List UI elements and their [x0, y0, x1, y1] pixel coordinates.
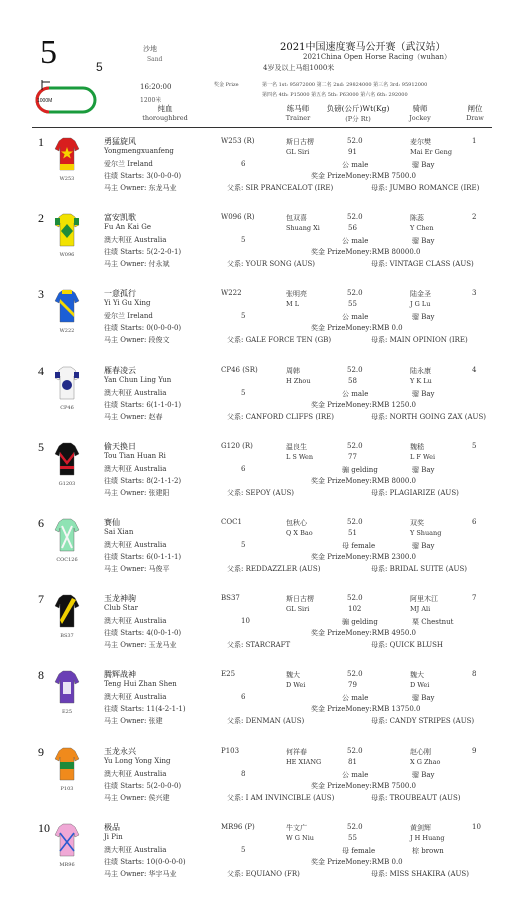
sire: 父系: REDDAZZLER (AUS) — [227, 565, 321, 573]
sire: 父系: STARCRAFT — [227, 641, 291, 650]
horse-origin: 澳大利亚 Australia — [104, 617, 167, 626]
horse-color: 骝 Bay — [412, 389, 435, 398]
jockey-name-cn: 陆永康 — [410, 366, 431, 375]
horse-code: BS37 — [60, 633, 74, 640]
horse-rating: G120 (R) — [221, 441, 253, 450]
horse-sex: 公 male — [342, 770, 369, 779]
horse-sex: 骟 gelding — [342, 618, 378, 627]
jockey-name-cn: 赵心刚 — [410, 747, 431, 756]
jockey-name-en: D Wei — [410, 681, 430, 690]
horse-record: 往绩 Starts: 0(0-0-0-0) — [104, 324, 182, 333]
entry-row — [0, 516, 517, 590]
horse-sex: 公 male — [342, 161, 369, 169]
dam: 母系: MAIN OPINION (IRE) — [371, 336, 468, 345]
surface-en: Sand — [147, 56, 163, 63]
trainer-name-cn: 牛文广 — [286, 823, 307, 832]
jockey-name-en: Y Chen — [410, 224, 434, 233]
jockey-name-cn: 双奖 — [410, 519, 424, 527]
col-draw-en: Draw — [466, 114, 484, 122]
horse-rating: COC1 — [221, 518, 242, 526]
carried-weight: 52.0 — [347, 746, 363, 755]
horse-color: 骝 Bay — [412, 770, 435, 779]
horse-name-cn: 极品 — [104, 822, 120, 832]
rating-points: 55 — [348, 300, 357, 309]
col-trainer-cn: 练马师 — [286, 104, 310, 113]
jockey-name-en: J G Lu — [410, 300, 431, 309]
horse-age: 6 — [241, 693, 246, 702]
horse-origin: 澳大利亚 Australia — [104, 693, 167, 702]
horse-age: 5 — [241, 236, 246, 245]
prize-money: 奖金 PrizeMoney:RMB 13750.0 — [311, 705, 421, 714]
horse-owner: 马主 Owner: 张建 — [104, 717, 163, 726]
draw-number: 9 — [472, 746, 477, 755]
dam: 母系: TROUBEAUT (AUS) — [371, 793, 461, 802]
horse-code: W222 — [59, 328, 75, 335]
entry-row — [0, 211, 517, 285]
carried-weight: 52.0 — [347, 137, 363, 145]
sire: 父系: SEPOY (AUS) — [227, 488, 294, 497]
horse-age: 10 — [241, 617, 250, 626]
horse-owner: 马主 Owner: 马俊平 — [104, 565, 170, 573]
sire: 父系: DENMAN (AUS) — [227, 717, 305, 726]
draw-number: 3 — [472, 289, 477, 298]
horse-sex: 母 female — [342, 846, 376, 855]
horse-color: 骝 Bay — [412, 542, 435, 550]
trainer-name-cn: 温良生 — [286, 442, 307, 451]
horse-rating: W253 (R) — [221, 137, 255, 145]
horse-code: COC126 — [56, 557, 78, 563]
col-jockey-cn: 骑师 — [412, 104, 428, 113]
horse-rating: BS37 — [221, 594, 240, 603]
racing-silk-icon — [54, 289, 80, 323]
horse-age: 8 — [241, 769, 246, 778]
horse-color: 骝 Bay — [412, 161, 435, 169]
race-title-cn: 2021中国速度赛马公开赛（武汉站） — [280, 42, 446, 53]
sire: 父系: I AM INVINCIBLE (AUS) — [227, 793, 335, 802]
horse-owner: 马主 Owner: 玉龙马业 — [104, 641, 177, 650]
horse-age: 6 — [241, 464, 246, 473]
trainer-name-cn: 包双喜 — [286, 214, 307, 223]
horse-owner: 马主 Owner: 侯兴建 — [104, 793, 170, 802]
horse-color: 棕 brown — [412, 846, 444, 855]
entry-number: 8 — [38, 668, 44, 683]
horse-name-cn: 偷天换日 — [104, 441, 136, 451]
prize-money: 奖金 PrizeMoney:RMB 0.0 — [311, 324, 403, 333]
horse-rating: E25 — [221, 670, 236, 679]
horse-sex: 公 male — [342, 389, 369, 398]
horse-color: 骝 Bay — [412, 465, 435, 474]
entry-number: 9 — [38, 744, 44, 759]
horse-name-cn: 赛仙 — [104, 518, 120, 527]
rating-points: 58 — [348, 376, 357, 385]
horse-rating: W096 (R) — [221, 213, 255, 222]
jockey-name-en: Y K Lu — [410, 376, 432, 385]
trainer-name-cn: 魏大 — [286, 671, 300, 680]
trainer-name-en: Shuang Xi — [286, 224, 320, 233]
entry-number: 5 — [38, 439, 44, 454]
jockey-name-en: Mai Er Geng — [410, 148, 452, 156]
trainer-name-en: H Zhou — [286, 376, 311, 385]
prize-money: 奖金 PrizeMoney:RMB 2300.0 — [311, 553, 416, 561]
horse-code: W096 — [59, 252, 75, 259]
horse-name-en: Yongmengxuanfeng — [104, 147, 174, 155]
sire: 父系: CANFORD CLIFFS (IRE) — [227, 412, 334, 421]
trainer-name-en: GL Siri — [286, 148, 310, 156]
horse-code: CP46 — [60, 404, 74, 411]
prize-money: 奖金 PrizeMoney:RMB 7500.0 — [311, 781, 416, 790]
horse-name-cn: 腾辉战神 — [104, 670, 136, 680]
entry-number: 3 — [38, 287, 44, 302]
horse-age: 6 — [241, 160, 246, 168]
dam: 母系: VINTAGE CLASS (AUS) — [371, 260, 474, 269]
draw-number: 1 — [472, 137, 477, 145]
carried-weight: 52.0 — [347, 518, 363, 526]
horse-age: 5 — [241, 845, 246, 854]
entry-row — [0, 592, 517, 666]
jockey-name-en: Y Shuang — [410, 529, 442, 537]
trainer-name-cn: 周韩 — [286, 366, 300, 375]
horse-origin: 爱尔兰 Ireland — [104, 312, 153, 321]
entry-row — [0, 668, 517, 742]
col-draw-cn: 闸位 — [467, 104, 483, 113]
horse-name-cn: 一意孤行 — [104, 289, 136, 299]
horse-color: 骝 Bay — [412, 313, 435, 322]
race-condition: 4岁及以上马组1000米 — [263, 64, 335, 72]
racing-silk-icon — [54, 137, 80, 171]
horse-sex: 公 male — [342, 694, 369, 703]
jockey-name-en: MJ Ali — [410, 605, 431, 614]
racing-silk-icon — [54, 366, 80, 400]
horse-name-en: Tou Tian Huan Ri — [104, 451, 166, 460]
prize-money: 奖金 PrizeMoney:RMB 0.0 — [311, 857, 403, 866]
entry-number: 2 — [38, 211, 44, 226]
entry-row — [0, 287, 517, 361]
dam: 母系: PLAGIARIZE (AUS) — [371, 488, 459, 497]
carried-weight: 52.0 — [347, 822, 363, 831]
horse-name-cn: 勇猛旋风 — [104, 137, 136, 146]
col-weight-en: (P分 Rt) — [345, 115, 371, 123]
horse-age: 5 — [241, 312, 246, 321]
horse-owner: 马主 Owner: 付永斌 — [104, 260, 170, 269]
horse-name-en: Club Star — [104, 604, 138, 613]
draw-number: 2 — [472, 213, 477, 222]
horse-code: MR96 — [59, 861, 75, 868]
horse-age: 5 — [241, 388, 246, 397]
horse-origin: 澳大利亚 Australia — [104, 769, 167, 778]
col-jockey-en: Jockey — [409, 114, 431, 122]
entry-number: 10 — [38, 820, 50, 835]
racing-silk-icon — [54, 747, 80, 781]
draw-number: 5 — [472, 441, 477, 450]
trainer-name-cn: 张明亮 — [286, 290, 307, 299]
rating-points: 79 — [348, 681, 357, 690]
track-diagram — [34, 78, 100, 118]
jockey-name-cn: 陈蕊 — [410, 214, 424, 223]
trainer-name-en: M L — [286, 300, 300, 309]
trainer-name-en: W G Niu — [286, 833, 314, 842]
horse-owner: 马主 Owner: 华宇马业 — [104, 869, 177, 878]
prize-money: 奖金 PrizeMoney:RMB 1250.0 — [311, 400, 416, 409]
racing-silk-icon — [54, 442, 80, 476]
col-breed-en: thoroughbred — [142, 114, 188, 122]
entry-number: 4 — [38, 363, 44, 378]
prize-label: 奖金 Prize — [214, 82, 239, 88]
entry-number: 7 — [38, 592, 44, 607]
col-trainer-en: Trainer — [285, 114, 311, 122]
entry-row — [0, 364, 517, 438]
racing-silk-icon — [54, 518, 80, 552]
horse-sex: 公 male — [342, 313, 369, 322]
jockey-name-cn: 魏嵇 — [410, 442, 424, 451]
draw-number: 4 — [472, 365, 477, 374]
horse-code: W253 — [59, 176, 75, 182]
horse-owner: 马主 Owner: 东龙马业 — [104, 184, 177, 192]
header-divider — [32, 127, 492, 128]
horse-name-en: Yan Chun Ling Yun — [104, 375, 172, 384]
horse-origin: 澳大利亚 Australia — [104, 236, 167, 245]
horse-record: 往绩 Starts: 8(2-1-1-2) — [104, 476, 182, 485]
col-breed-cn: 纯血 — [157, 104, 173, 113]
horse-rating: P103 — [221, 746, 240, 755]
horse-owner: 马主 Owner: 张建阳 — [104, 488, 170, 497]
draw-number: 10 — [472, 822, 481, 831]
horse-name-en: Yu Long Yong Xing — [104, 756, 171, 765]
horse-owner: 马主 Owner: 段俊文 — [104, 336, 170, 345]
sire: 父系: GALE FORCE TEN (GB) — [227, 336, 332, 345]
horse-record: 往绩 Starts: 6(0-1-1-1) — [104, 553, 182, 561]
rating-points: 51 — [348, 529, 357, 537]
horse-origin: 澳大利亚 Australia — [104, 541, 167, 549]
horse-name-en: Yi Yi Gu Xing — [104, 299, 151, 308]
jockey-name-en: X G Zhao — [410, 757, 441, 766]
jockey-name-en: L F Wei — [410, 452, 436, 461]
horse-sex: 骟 gelding — [342, 465, 378, 474]
rating-points: 55 — [348, 833, 357, 842]
horse-code: G1203 — [58, 480, 76, 487]
horse-record: 往绩 Starts: 3(0-0-0-0) — [104, 172, 182, 180]
entry-row — [0, 135, 517, 209]
prize-money: 奖金 PrizeMoney:RMB 7500.0 — [311, 172, 416, 180]
horse-name-cn: 富安凯歌 — [104, 213, 136, 223]
horse-name-cn: 玉龙永兴 — [104, 746, 136, 756]
horse-sex: 母 female — [342, 542, 376, 550]
jockey-name-cn: 魏大 — [410, 671, 424, 680]
horse-rating: W222 — [221, 289, 242, 298]
track-code: 1000M — [37, 98, 53, 104]
horse-record: 往绩 Starts: 6(1-1-0-1) — [104, 400, 182, 409]
horse-origin: 澳大利亚 Australia — [104, 388, 167, 397]
horse-name-cn: 雁春凌云 — [104, 365, 136, 375]
horse-origin: 澳大利亚 Australia — [104, 845, 167, 854]
draw-number: 7 — [472, 594, 477, 603]
horse-origin: 爱尔兰 Ireland — [104, 160, 153, 168]
trainer-name-cn: 包秋心 — [286, 519, 307, 527]
rating-points: 102 — [348, 605, 362, 614]
col-weight-cn: 负磅(公斤)Wt(Kg) — [326, 104, 390, 113]
rating-points: 91 — [348, 148, 357, 156]
draw-number: 6 — [472, 518, 477, 526]
entry-number: 1 — [38, 135, 44, 149]
sire: 父系: SIR PRANCEALOT (IRE) — [227, 184, 334, 192]
dam: 母系: NORTH GOING ZAX (AUS) — [371, 412, 486, 421]
race-title-en: 2021China Open Horse Racing（wuhan） — [303, 53, 451, 61]
horse-name-cn: 玉龙神驹 — [104, 594, 136, 604]
carried-weight: 52.0 — [347, 441, 363, 450]
dam: 母系: CANDY STRIPES (AUS) — [371, 717, 475, 726]
horse-name-en: Teng Hui Zhan Shen — [104, 680, 177, 689]
jockey-name-en: J H Huang — [410, 833, 445, 842]
dam: 母系: JUMBO ROMANCE (IRE) — [371, 184, 480, 192]
horse-code: E25 — [61, 709, 72, 716]
race-time: 16:20:00 — [140, 83, 172, 91]
jockey-name-cn: 陆金圣 — [410, 290, 431, 299]
draw-number: 8 — [472, 670, 477, 679]
carried-weight: 52.0 — [347, 594, 363, 603]
trainer-name-cn: 斯日古楞 — [286, 138, 314, 146]
entry-row — [0, 440, 517, 514]
horse-color: 骝 Bay — [412, 694, 435, 703]
prize-money: 奖金 PrizeMoney:RMB 8000.0 — [311, 476, 416, 485]
horse-record: 往绩 Starts: 11(4-2-1-1) — [104, 705, 186, 714]
horse-name-en: Ji Pin — [104, 832, 123, 841]
racing-silk-icon — [54, 213, 80, 247]
horse-name-en: Fu An Kai Ge — [104, 223, 151, 232]
horse-rating: MR96 (P) — [221, 822, 255, 831]
horse-color: 栗 Chestnut — [412, 618, 454, 627]
sire: 父系: EQUIANO (FR) — [227, 869, 300, 878]
trainer-name-en: D Wei — [286, 681, 306, 690]
race-distance: 1200米 — [140, 97, 162, 104]
horse-record: 往绩 Starts: 4(0-0-1-0) — [104, 629, 182, 638]
dam: 母系: MISS SHAKIRA (AUS) — [371, 869, 469, 878]
racing-silk-icon — [54, 670, 80, 704]
race-sub-number: 5 — [96, 60, 103, 74]
trainer-name-en: Q X Bao — [286, 529, 313, 537]
racing-silk-icon — [54, 823, 80, 857]
carried-weight: 52.0 — [347, 289, 363, 298]
carried-weight: 52.0 — [347, 213, 363, 222]
horse-origin: 澳大利亚 Australia — [104, 464, 167, 473]
trainer-name-cn: 斯日古楞 — [286, 595, 314, 604]
horse-record: 往绩 Starts: 10(0-0-0-0) — [104, 857, 186, 866]
horse-age: 5 — [241, 541, 246, 549]
trainer-name-en: L S Wen — [286, 452, 314, 461]
rating-points: 56 — [348, 224, 357, 233]
horse-color: 骝 Bay — [412, 237, 435, 246]
prize-bottom-line: 第四名 4th: P15000 第五名 5th: P63000 第六名 6th: 292000 — [262, 92, 408, 98]
carried-weight: 52.0 — [347, 670, 363, 679]
entry-row — [0, 821, 517, 895]
race-number: 5 — [40, 34, 57, 71]
horse-record: 往绩 Starts: 5(2-0-0-0) — [104, 781, 182, 790]
prize-money: 奖金 PrizeMoney:RMB 80000.0 — [311, 248, 421, 257]
prize-money: 奖金 PrizeMoney:RMB 4950.0 — [311, 629, 416, 638]
surface-cn: 沙地 — [143, 45, 157, 53]
entry-number: 6 — [38, 516, 44, 530]
trainer-name-en: GL Siri — [286, 605, 310, 614]
rating-points: 77 — [348, 452, 357, 461]
horse-sex: 公 male — [342, 237, 369, 246]
sire: 父系: YOUR SONG (AUS) — [227, 260, 316, 269]
horse-name-en: Sai Xian — [104, 528, 134, 536]
jockey-name-cn: 黄剑辉 — [410, 823, 431, 832]
trainer-name-cn: 何祥春 — [286, 747, 307, 756]
prize-top-line: 第一名 1st: 95872000 第二名 2nd: 29824000 第三名 3rd: 95912000 — [262, 82, 428, 88]
horse-rating: CP46 (SR) — [221, 365, 258, 374]
rating-points: 81 — [348, 757, 357, 766]
trainer-name-en: HE XIANG — [286, 757, 322, 766]
entry-row — [0, 745, 517, 819]
jockey-name-cn: 麦尔樊 — [410, 138, 431, 146]
horse-owner: 马主 Owner: 赵春 — [104, 412, 163, 421]
dam: 母系: QUICK BLUSH — [371, 641, 444, 650]
horse-record: 往绩 Starts: 5(2-2-0-1) — [104, 248, 182, 257]
jockey-name-cn: 阿里木江 — [410, 595, 438, 604]
dam: 母系: BRIDAL SUITE (AUS) — [371, 565, 467, 573]
horse-code: P103 — [60, 785, 74, 792]
carried-weight: 52.0 — [347, 365, 363, 374]
racing-silk-icon — [54, 594, 80, 628]
